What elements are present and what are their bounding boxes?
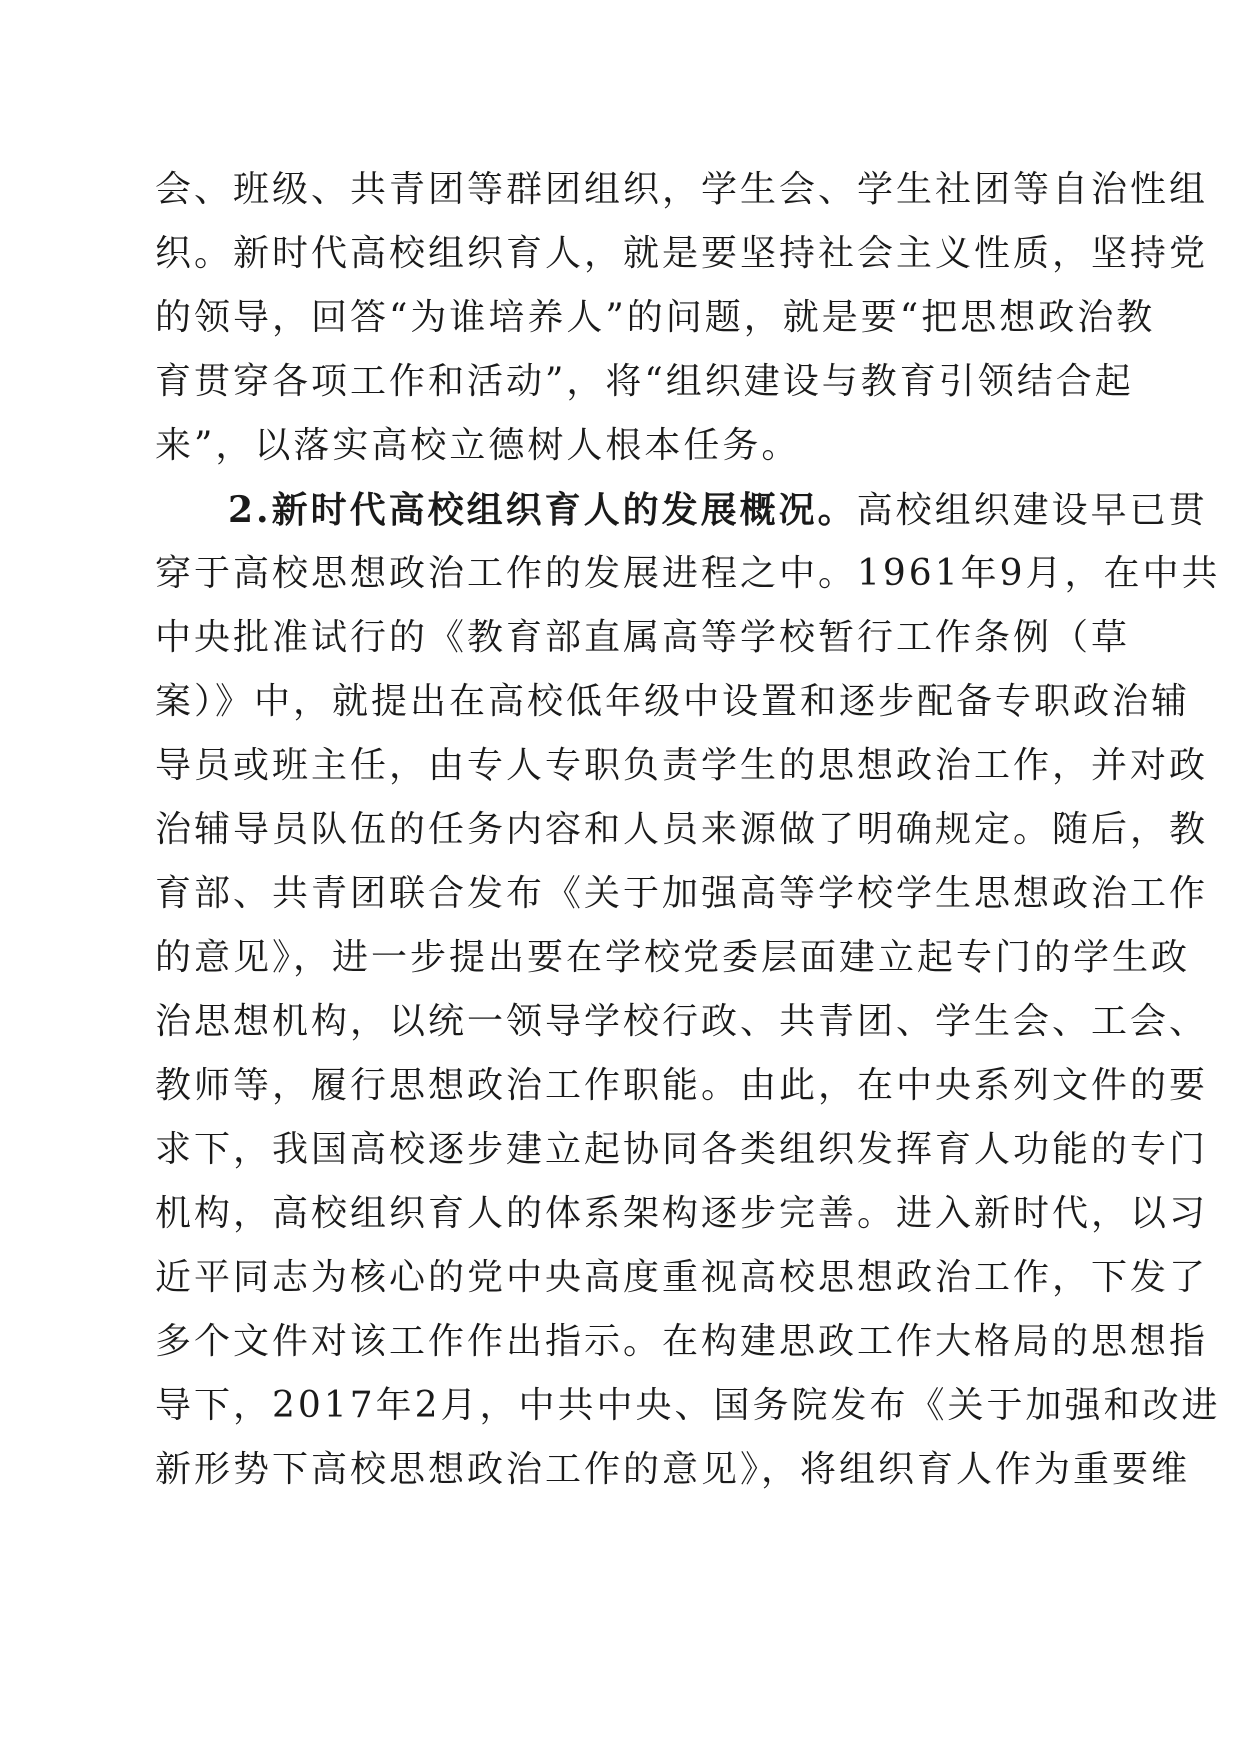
paragraph-line: 求下，我国高校逐步建立起协同各类组织发挥育人功能的专门 <box>155 1129 1209 1170</box>
paragraph-line: 育贯穿各项工作和活动”，将“组织建设与教育引领结合起 <box>155 361 1134 402</box>
paragraph-line: 导员或班主任，由专人专职负责学生的思想政治工作，并对政 <box>155 745 1209 786</box>
paragraph-line: 织。新时代高校组织育人，就是要坚持社会主义性质，坚持党 <box>155 233 1209 274</box>
paragraph-line: 育部、共青团联合发布《关于加强高等学校学生思想政治工作 <box>155 873 1209 914</box>
paragraph-line: 近平同志为核心的党中央高度重视高校思想政治工作，下发了 <box>155 1257 1209 1298</box>
paragraph-line: 治辅导员队伍的任务内容和人员来源做了明确规定。随后，教 <box>155 809 1209 850</box>
paragraph-line: 机构，高校组织育人的体系架构逐步完善。进入新时代，以习 <box>155 1193 1209 1234</box>
paragraph-line: 会、班级、共青团等群团组织，学生会、学生社团等自治性组 <box>155 169 1209 210</box>
section-heading-line <box>228 478 1208 542</box>
paragraph-line: 的意见》，进一步提出要在学校党委层面建立起专门的学生政 <box>155 937 1191 978</box>
section-heading: 2.新时代高校组织育人的发展概况。 <box>228 489 857 531</box>
paragraph-line: 多个文件对该工作作出指示。在构建思政工作大格局的思想指 <box>155 1321 1209 1362</box>
paragraph-line: 案）》中，就提出在高校低年级中设置和逐步配备专职政治辅 <box>155 681 1191 722</box>
paragraph-line: 穿于高校思想政治工作的发展进程之中。1961年9月，在中共 <box>155 553 1221 594</box>
paragraph-line: 新形势下高校思想政治工作的意见》，将组织育人作为重要维 <box>155 1449 1191 1490</box>
paragraph-line: 导下，2017年2月，中共中央、国务院发布《关于加强和改进 <box>155 1385 1221 1426</box>
paragraph-line: 来”，以落实高校立德树人根本任务。 <box>155 425 801 466</box>
paragraph-line: 的领导，回答“为谁培养人”的问题，就是要“把思想政治教 <box>155 297 1156 338</box>
paragraph-line: 中央批准试行的《教育部直属高等学校暂行工作条例（草 <box>155 617 1131 658</box>
paragraph-line: 教师等，履行思想政治工作职能。由此，在中央系列文件的要 <box>155 1065 1209 1106</box>
paragraph-line: 治思想机构，以统一领导学校行政、共青团、学生会、工会、 <box>155 1001 1209 1042</box>
section-heading-rest: 高校组织建设早已贯 <box>856 490 1208 531</box>
